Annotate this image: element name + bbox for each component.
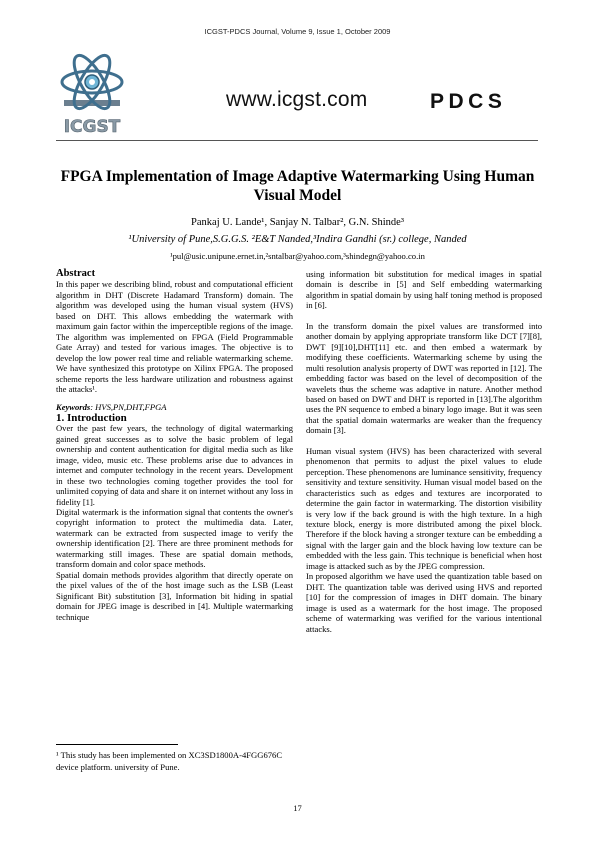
keywords-text: : HVS,PN,DHT,FPGA bbox=[90, 402, 167, 413]
footnote: ¹ This study has been implemented on XC3SD1800A-4FGG676C device platform. university of Pune. bbox=[56, 750, 283, 772]
intro-paragraph-1: Over the past few years, the technology of digital watermarking gained great successes as to solve the basic problem of legal ownership and content authentication for digital media such as like image, video, music etc. These problems arise due to advances in internet and computer technology in the recent years. Development in these two technologies coming together provides the tool for unlimited copying of data and share it on internet without any loss in fidelity [1]. bbox=[56, 423, 293, 507]
intro-paragraph-7: In proposed algorithm we have used the quantization table based on DHT. The quantization table was derived using HVS and reported [10] for the compression of images in DHT domain. The binary image is used as a watermark for the host image. The proposed scheme of watermarking was verified for the various intentional attacks. bbox=[306, 571, 542, 634]
left-column bbox=[56, 269, 293, 622]
icgst-logo bbox=[56, 48, 128, 136]
journal-mark: PDCS bbox=[430, 90, 507, 113]
intro-paragraph-6: Human visual system (HVS) has been characterized with several phenomenon that permits to adjust the pixel values to elude perception. These phenomenons are luminance sensitivity, frequency sensitivity and texture sensitivity. Human visual model based on the characteristics such as edges and textures are incorporated to determine the gain factor in watermarking. The distortion visibility is very low if the back ground is with the high texture. In a high texture block, energy is more distributed among the pixel block. Therefore if the block having a stronger texture can be embedding a signal with the larger gain and the block having low texture can be embedded with the less gain. This technique is beneficial when host image is attacked such as by the JPEG compression. bbox=[306, 445, 542, 571]
affiliations: ¹University of Pune,S.G.G.S. ²E&T Nanded,³Indira Gandhi (sr.) college, Nanded bbox=[128, 234, 467, 245]
introduction-heading: 1. Introduction bbox=[56, 411, 127, 424]
keywords-label: Keywords bbox=[56, 402, 91, 413]
intro-paragraph-5: In the transform domain the pixel values are transformed into another domain by applying appropriate transform like DCT [7][8], DWT [9][10],DHT[11] etc. and then embed a watermark by modifying these coefficients. Watermarking scheme by using the multi resolution analysis property of DWT was reported in [12]. The embedding factor was based on the level of decomposition of the wavelets thus the scheme was adaptive in nature. Another method based on based on DWT and DHT is reported in [13].The algorithm uses the PN sequence to embed a binary logo image. But it was seen that the spatial domain watermarks are weaker than the frequency domain [3]. bbox=[306, 320, 542, 436]
svg-text:ICGST: ICGST bbox=[63, 117, 121, 136]
abstract-heading: Abstract bbox=[56, 268, 96, 279]
paper-title: FPGA Implementation of Image Adaptive Watermarking Using Human Visual Model bbox=[60, 168, 535, 204]
page-number: 17 bbox=[293, 803, 302, 813]
header-divider bbox=[56, 140, 538, 141]
footnote-divider bbox=[56, 744, 178, 745]
intro-paragraph-3: Spatial domain methods provides algorithm that directly operate on the pixel values of the of the host image such as the LSB (Least Significant Bit) substitution [3], Information bit hiding in spatial domain for JPEG image is described in [4]. Multiple watermarking technique bbox=[56, 569, 293, 622]
intro-paragraph-4: using information bit substitution for medical images in spatial domain is describe in [5] and Self embedding watermarking algorithm in spatial domain by using half toning method is proposed in [6]. bbox=[306, 269, 542, 311]
site-url[interactable]: www.icgst.com bbox=[226, 88, 368, 111]
running-head: ICGST-PDCS Journal, Volume 9, Issue 1, October 2009 bbox=[204, 27, 391, 36]
intro-paragraph-2: Digital watermark is the information signal that contents the owner's copyright information to protect the multimedia data. Later, watermark can be extracted from suspected image to verify the ownership identification [2]. There are three prominent methods for watermarking still images. These are spatial domain methods, transform domain and color space methods. bbox=[56, 506, 293, 570]
authors: Pankaj U. Lande¹, Sanjay N. Talbar², G.N. Shinde³ bbox=[191, 217, 404, 228]
right-column bbox=[306, 269, 542, 634]
abstract-text: In this paper we describing blind, robust and computational efficient algorithm in DHT (Discrete Hadamard Transform) domain. The algorithm was developed using the human visual system (HVS) based on DHT. This allows embedding the watermark with maximum gain factor within the imperceptible regions of the image. The algorithm was implemented on FPGA (Field Programmable Gate Array) and tested for various images. The objective is to develop the low power real time and reliable watermarking scheme. We have synthesized this prototype on Xilinx FPGA. The proposed scheme reports the less hardware utilization and robustness against the attacks¹. bbox=[56, 279, 293, 394]
atom-logo-icon bbox=[56, 48, 128, 136]
emails: ¹pul@usic.unipune.ernet.in,²sntalbar@yahoo.com,³shindegn@yahoo.co.in bbox=[170, 251, 425, 261]
